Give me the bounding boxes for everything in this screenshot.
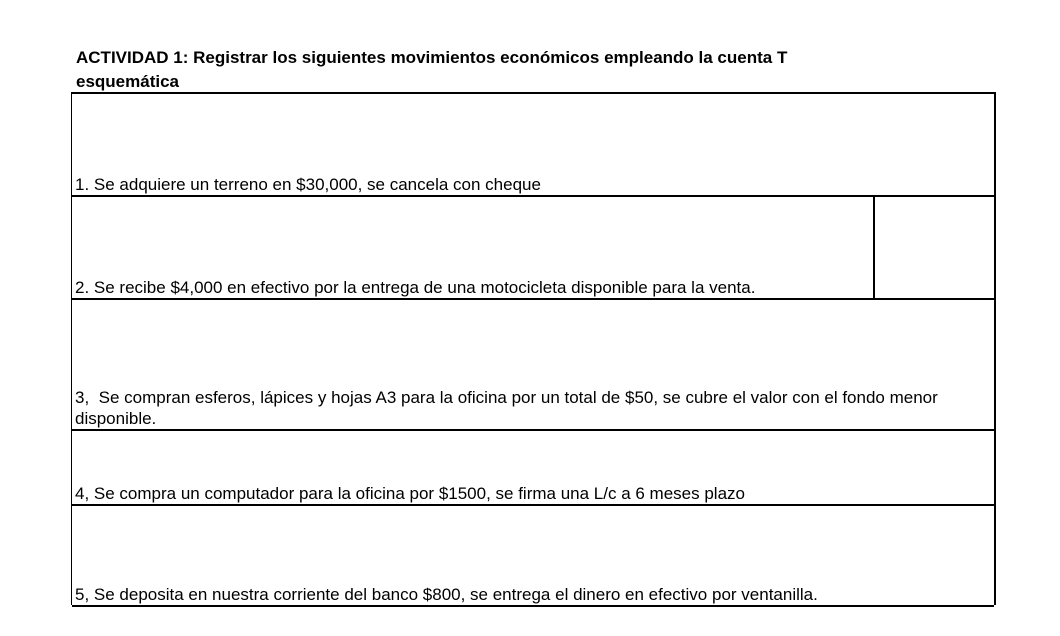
activity-title-line-2: esquemática [76, 72, 179, 91]
activity-table [71, 92, 996, 605]
activity-title [76, 46, 976, 94]
table-row-4 [72, 431, 994, 506]
table-row-1 [72, 94, 994, 197]
table-row-3 [72, 300, 994, 431]
row-text-2: 2. Se recibe $4,000 en efectivo por la entrega de una motocicleta disponible para la venta. [75, 278, 756, 297]
activity-title-line-1: ACTIVIDAD 1: Registrar los siguientes movimientos económicos empleando la cuenta T [76, 48, 788, 67]
table-row-5 [72, 506, 994, 607]
row-text-3: 3, Se compran esferos, lápices y hojas A3 para la oficina por un total de $50, se cubre el valor con el fondo menor disponible. [75, 388, 943, 428]
row-text-5: 5, Se deposita en nuestra corriente del banco $800, se entrega el dinero en efectivo por ventanilla. [75, 585, 818, 604]
table-row-2 [72, 197, 994, 300]
row-text-1: 1. Se adquiere un terreno en $30,000, se cancela con cheque [75, 175, 541, 194]
row-text-4: 4, Se compra un computador para la oficina por $1500, se firma una L/c a 6 meses plazo [75, 484, 745, 503]
row-2-side-cell-divider [873, 197, 875, 300]
